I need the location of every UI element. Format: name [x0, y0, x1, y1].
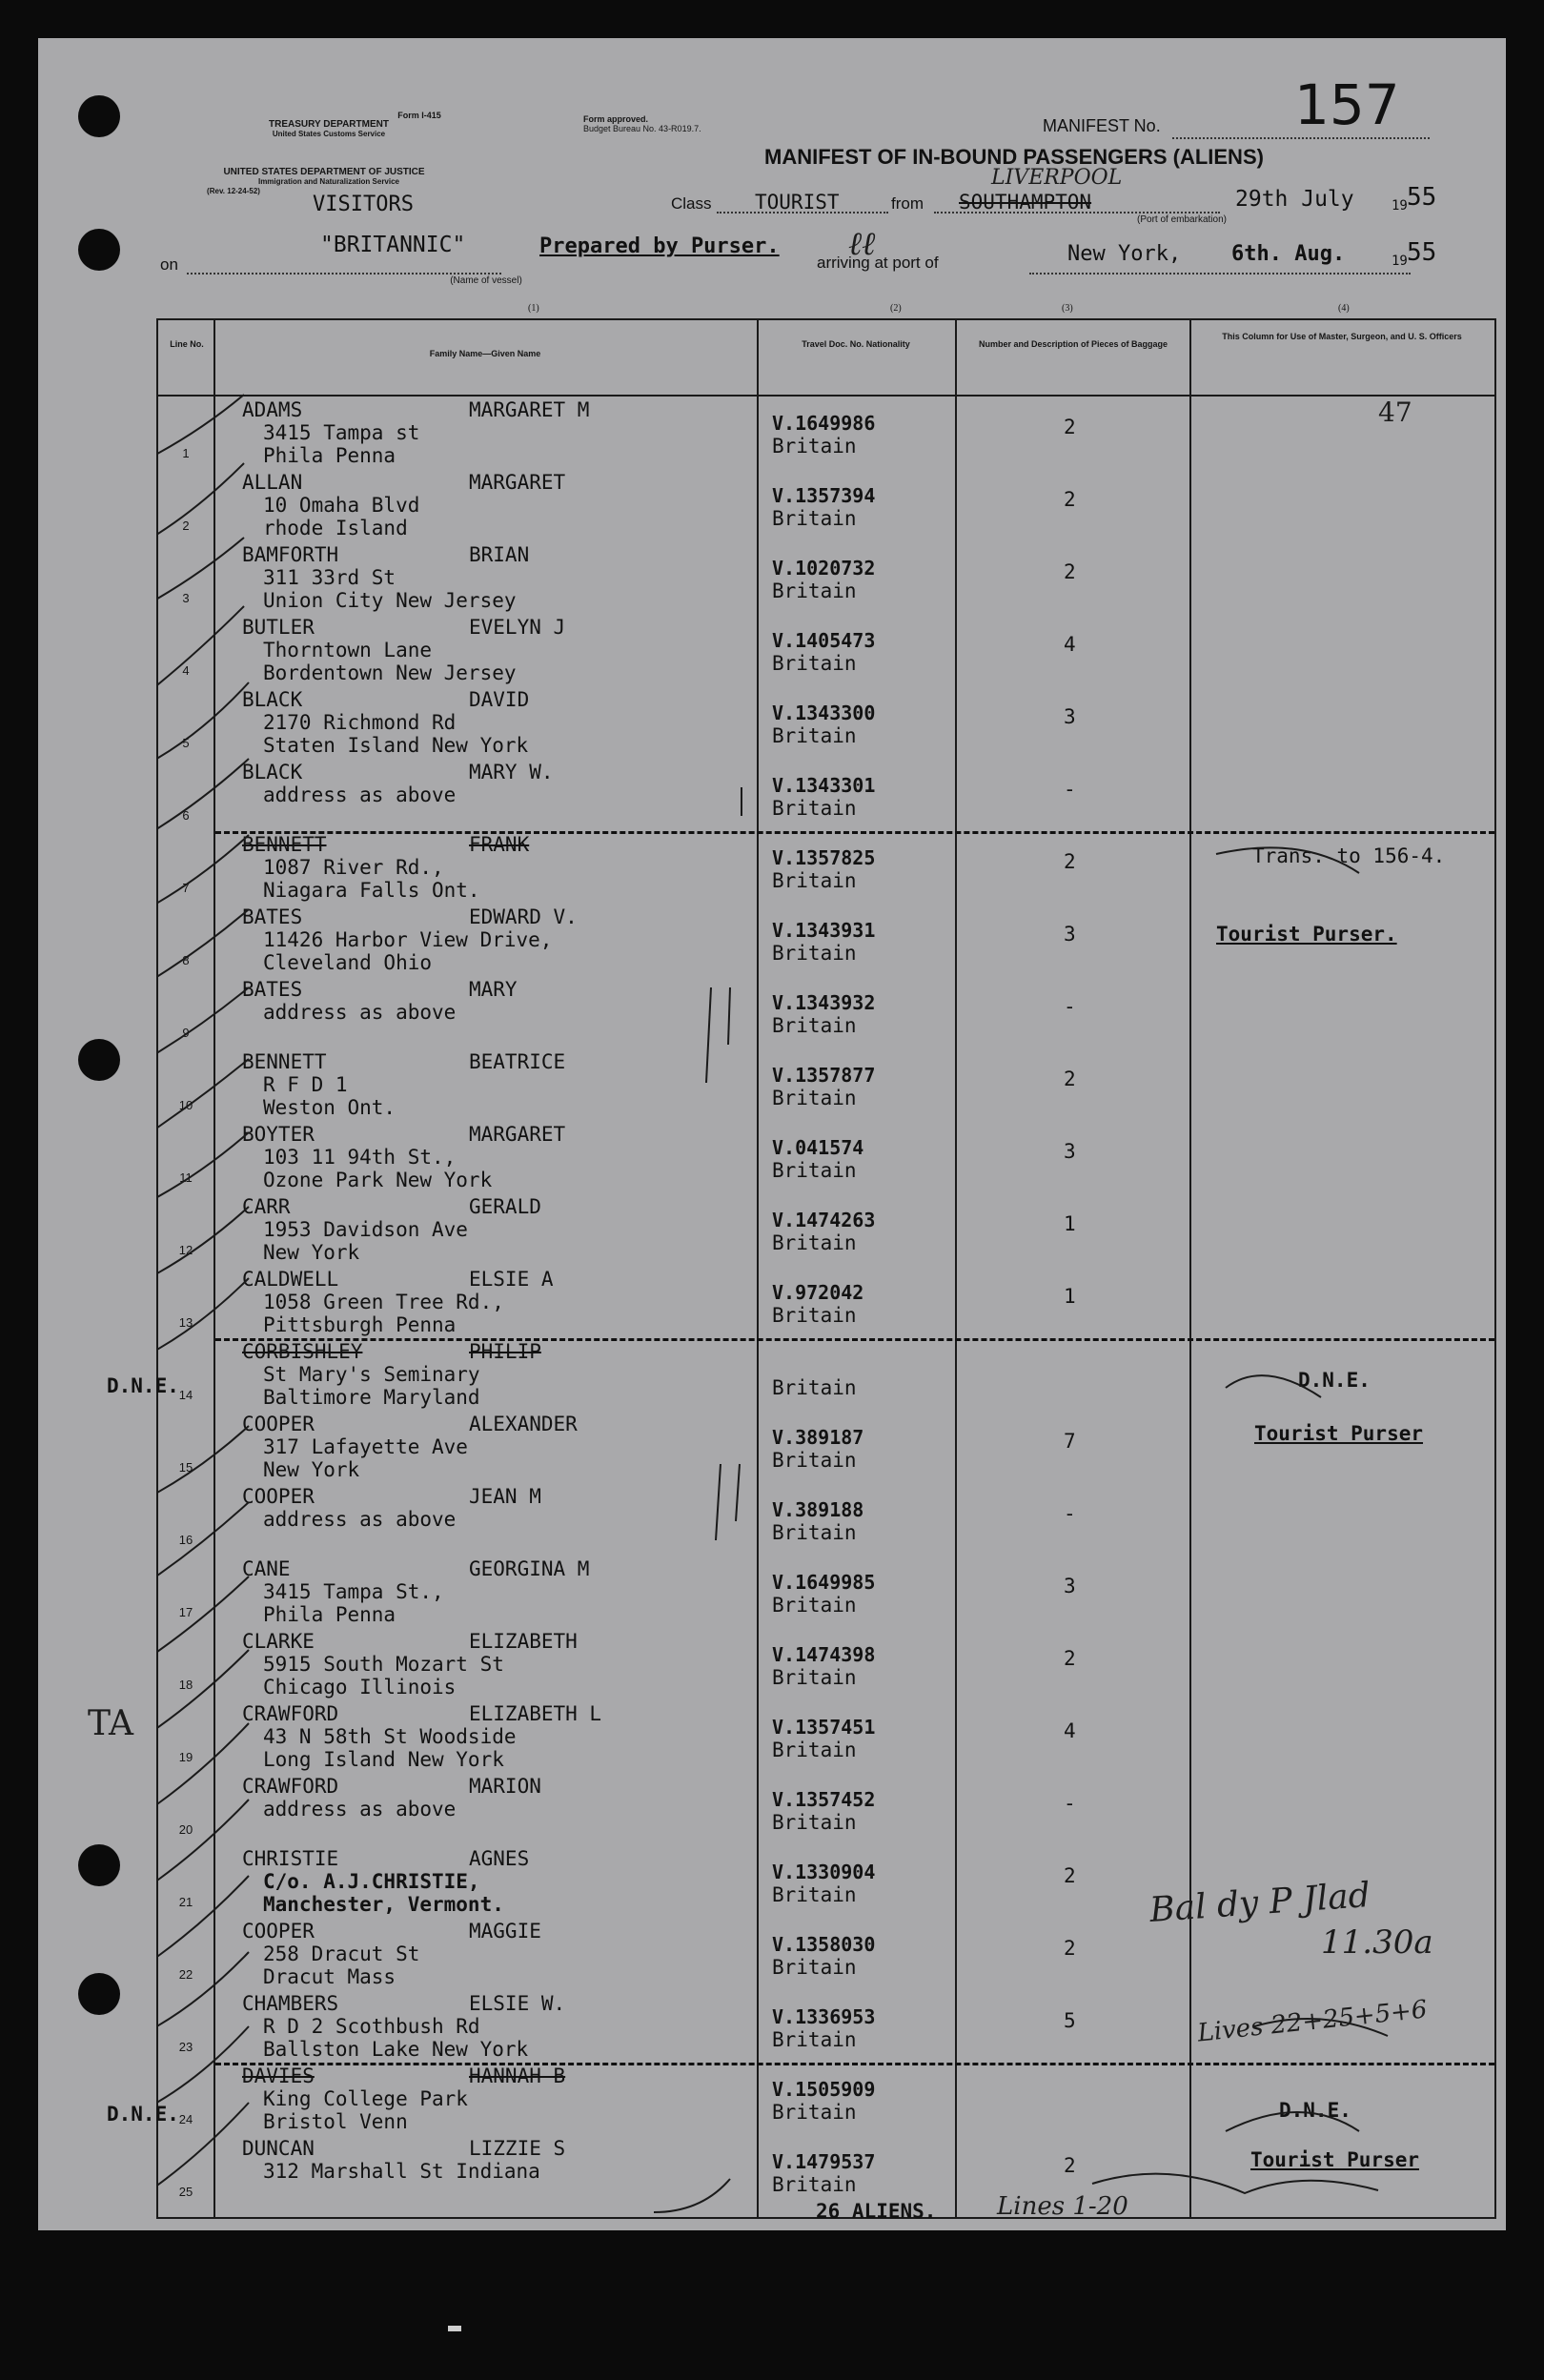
address-line-2: Union City New Jersey	[263, 589, 517, 612]
punch-hole	[78, 1844, 120, 1886]
address-line-1: 1058 Green Tree Rd.,	[263, 1291, 504, 1313]
travel-doc-number: V.389187	[772, 1426, 864, 1449]
line-number: 13	[178, 1315, 193, 1330]
baggage-count: 2	[1064, 560, 1076, 583]
address-line-1: address as above	[263, 1001, 457, 1024]
vessel-line	[187, 273, 501, 275]
col-number-3: (3)	[1062, 303, 1073, 314]
manifest-title: MANIFEST OF IN-BOUND PASSENGERS (ALIENS)	[764, 145, 1264, 169]
travel-doc-number: V.1343932	[772, 991, 876, 1014]
nationality: Britain	[772, 1014, 857, 1037]
baggage-count: 2	[1064, 488, 1076, 511]
baggage-count: 4	[1064, 1719, 1076, 1742]
table-row	[158, 1409, 1494, 1481]
family-name: BATES	[242, 905, 303, 928]
family-name: BOYTER	[242, 1123, 315, 1146]
address-line-2: Chicago Illinois	[263, 1676, 457, 1699]
given-name: ELSIE W.	[469, 1992, 566, 2015]
family-name: ADAMS	[242, 398, 303, 421]
from-label: from	[891, 194, 924, 213]
punch-hole	[78, 95, 120, 137]
col-number-1: (1)	[528, 303, 539, 314]
from-line	[934, 212, 1220, 214]
margin-ta: TA	[88, 1704, 134, 1743]
address-line-1: St Mary's Seminary	[263, 1363, 480, 1386]
address-line-2: Staten Island New York	[263, 734, 529, 757]
table-row	[158, 2061, 1494, 2133]
nationality: Britain	[772, 942, 857, 965]
family-name: BUTLER	[242, 616, 315, 639]
travel-doc-number: V.389188	[772, 1498, 864, 1521]
given-name: AGNES	[469, 1847, 530, 1870]
manifest-number-handwritten: 157	[1294, 72, 1400, 137]
scan-mark	[448, 2326, 461, 2331]
table-row	[158, 1554, 1494, 1626]
table-row	[158, 1119, 1494, 1191]
baggage-count: -	[1064, 1792, 1076, 1815]
nationality: Britain	[772, 2173, 857, 2196]
address-line-1: C/o. A.J.CHRISTIE,	[263, 1870, 480, 1893]
given-name: MARGARET	[469, 1123, 566, 1146]
table-row	[158, 1191, 1494, 1264]
line-number: 7	[182, 881, 190, 895]
baggage-count: 2	[1064, 1647, 1076, 1670]
table-row	[158, 1481, 1494, 1554]
given-name: BRIAN	[469, 543, 530, 566]
address-line-2: New York	[263, 1241, 360, 1264]
baggage-count: 2	[1064, 416, 1076, 438]
baggage-count: 1	[1064, 1285, 1076, 1308]
travel-doc-number: V.1649985	[772, 1571, 876, 1594]
baggage-count: 3	[1064, 1575, 1076, 1597]
address-line-1: 103 11 94th St.,	[263, 1146, 457, 1169]
given-name: MARION	[469, 1775, 541, 1798]
arrival-date: 6th. Aug.	[1231, 242, 1346, 266]
family-name: CLARKE	[242, 1630, 315, 1653]
travel-doc-number: V.1649986	[772, 412, 876, 435]
travel-doc-number: V.1357451	[772, 1716, 876, 1739]
given-name: EVELYN J	[469, 616, 566, 639]
table-row	[158, 1916, 1494, 1988]
handwritten-note-bal: Bal dy P Jlad	[1148, 1875, 1371, 1931]
line-number: 11	[179, 1170, 193, 1185]
family-name: COOPER	[242, 1485, 315, 1508]
punch-hole	[78, 1039, 120, 1081]
line-number: 22	[178, 1967, 193, 1982]
from-port-struck: SOUTHAMPTON	[959, 191, 1092, 214]
col-number-2: (2)	[890, 303, 902, 314]
manifest-no-line	[1172, 137, 1430, 139]
address-line-1: 1087 River Rd.,	[263, 856, 444, 879]
punch-hole	[78, 229, 120, 271]
tourist-purser-2: Tourist Purser	[1254, 1422, 1424, 1445]
line-number: 8	[182, 953, 190, 967]
line-number: 25	[178, 2185, 193, 2199]
punch-hole	[78, 1973, 120, 2015]
table-row	[158, 1336, 1494, 1409]
baggage-count: 3	[1064, 1140, 1076, 1163]
table-row	[158, 539, 1494, 612]
dne-mark-2: D.N.E.	[1279, 2099, 1351, 2122]
table-row	[158, 974, 1494, 1047]
address-line-1: R F D 1	[263, 1073, 348, 1096]
travel-doc-number: V.972042	[772, 1281, 864, 1304]
port-caption: (Port of embarkation)	[1137, 214, 1227, 225]
line-number: 24	[178, 2112, 193, 2126]
nationality: Britain	[772, 797, 857, 820]
address-line-2: Phila Penna	[263, 1603, 396, 1626]
given-name: EDWARD V.	[469, 905, 578, 928]
family-name: CORBISHLEY	[242, 1340, 363, 1363]
tourist-purser-3: Tourist Purser	[1250, 2148, 1420, 2171]
nationality: Britain	[772, 1159, 857, 1182]
family-name: BENNETT	[242, 833, 327, 856]
tourist-purser-1: Tourist Purser.	[1216, 923, 1397, 946]
given-name: ALEXANDER	[469, 1413, 578, 1435]
address-line-1: R D 2 Scothbush Rd	[263, 2015, 480, 2038]
nationality: Britain	[772, 1449, 857, 1472]
address-line-1: 10 Omaha Blvd	[263, 494, 420, 517]
travel-doc-number: V.1474263	[772, 1209, 876, 1231]
given-name: HANNAH B	[469, 2065, 566, 2087]
baggage-count: 1	[1064, 1212, 1076, 1235]
family-name: CALDWELL	[242, 1268, 339, 1291]
address-line-1: 312 Marshall St Indiana	[263, 2160, 540, 2183]
nationality: Britain	[772, 1376, 857, 1399]
address-line-1: 311 33rd St	[263, 566, 396, 589]
address-line-1: 3415 Tampa st	[263, 421, 420, 444]
class-value: TOURIST	[755, 191, 840, 214]
travel-doc-number: V.1357452	[772, 1788, 876, 1811]
baggage-count: 2	[1064, 1068, 1076, 1090]
given-name: GERALD	[469, 1195, 541, 1218]
given-name: DAVID	[469, 688, 530, 711]
address-line-1: 3415 Tampa St.,	[263, 1580, 444, 1603]
dne-mark-1: D.N.E.	[1298, 1369, 1371, 1392]
family-name: DAVIES	[242, 2065, 315, 2087]
given-name: GEORGINA M	[469, 1557, 590, 1580]
address-line-1: address as above	[263, 1798, 457, 1821]
col-number-4: (4)	[1338, 303, 1350, 314]
address-line-2: Long Island New York	[263, 1748, 504, 1771]
nationality: Britain	[772, 1521, 857, 1544]
nationality: Britain	[772, 2028, 857, 2051]
vessel-name: "BRITANNIC"	[320, 233, 466, 257]
from-port-handwritten: LIVERPOOL	[991, 166, 1123, 190]
dept-treasury: TREASURY DEPARTMENT	[269, 119, 389, 130]
given-name: LIZZIE S	[469, 2137, 566, 2160]
dne-separator	[215, 2063, 1494, 2065]
given-name: BEATRICE	[469, 1050, 566, 1073]
family-name: BLACK	[242, 761, 303, 783]
travel-doc-number: V.1358030	[772, 1933, 876, 1956]
family-name: DUNCAN	[242, 2137, 315, 2160]
line-number: 14	[178, 1388, 193, 1402]
travel-doc-number: V.1020732	[772, 557, 876, 580]
address-line-2: Manchester, Vermont.	[263, 1893, 504, 1916]
address-line-2: Ballston Lake New York	[263, 2038, 529, 2061]
nationality: Britain	[772, 2101, 857, 2124]
baggage-count: 2	[1064, 1937, 1076, 1960]
given-name: JEAN M	[469, 1485, 541, 1508]
baggage-count: -	[1064, 1502, 1076, 1525]
arriving-label: arriving at port of	[817, 254, 939, 272]
line-number: 16	[178, 1533, 193, 1547]
nationality: Britain	[772, 1811, 857, 1834]
family-name: BLACK	[242, 688, 303, 711]
address-line-1: 2170 Richmond Rd	[263, 711, 457, 734]
line-number: 21	[178, 1895, 193, 1909]
given-name: MARY	[469, 978, 518, 1001]
travel-doc-number: V.1343301	[772, 774, 876, 797]
address-line-1: 5915 South Mozart St	[263, 1653, 504, 1676]
baggage-count: 7	[1064, 1430, 1076, 1453]
dne-row14-left: D.N.E.	[107, 1374, 179, 1397]
travel-doc-number: V.1336953	[772, 2005, 876, 2028]
dne-separator	[215, 831, 1494, 834]
family-name: BENNETT	[242, 1050, 327, 1073]
handwritten-time: 11.30a	[1321, 1923, 1433, 1962]
line-number: 10	[178, 1098, 193, 1112]
table-row	[158, 395, 1494, 467]
table-row	[158, 757, 1494, 829]
family-name: BAMFORTH	[242, 543, 339, 566]
vessel-caption: (Name of vessel)	[450, 275, 522, 286]
table-row	[158, 1771, 1494, 1843]
address-line-2: Bordentown New Jersey	[263, 661, 517, 684]
line-number: 2	[182, 519, 190, 533]
table-row	[158, 612, 1494, 684]
address-line-1: 258 Dracut St	[263, 1943, 420, 1965]
address-line-2: Cleveland Ohio	[263, 951, 433, 974]
given-name: ELIZABETH L	[469, 1702, 602, 1725]
address-line-2: Niagara Falls Ont.	[263, 879, 480, 902]
dept-justice: UNITED STATES DEPARTMENT OF JUSTICE	[223, 167, 425, 177]
line-number: 18	[178, 1678, 193, 1692]
arrival-line	[1029, 273, 1411, 275]
family-name: CHRISTIE	[242, 1847, 339, 1870]
address-line-2: Baltimore Maryland	[263, 1386, 480, 1409]
baggage-count: 3	[1064, 923, 1076, 946]
line-number: 23	[178, 2040, 193, 2054]
line-number: 12	[178, 1243, 193, 1257]
address-line-1: 11426 Harbor View Drive,	[263, 928, 553, 951]
nationality: Britain	[772, 1231, 857, 1254]
address-line-2: New York	[263, 1458, 360, 1481]
address-line-1: 317 Lafayette Ave	[263, 1435, 468, 1458]
address-line-1: King College Park	[263, 2087, 468, 2110]
baggage-count: 4	[1064, 633, 1076, 656]
footer-handwritten: Lines 1-20	[997, 2192, 1128, 2221]
address-line-2: Pittsburgh Penna	[263, 1313, 457, 1336]
manifest-page	[38, 38, 1506, 2230]
table-row	[158, 1626, 1494, 1699]
given-name: FRANK	[469, 833, 530, 856]
nationality: Britain	[772, 1739, 857, 1761]
baggage-count: 2	[1064, 1864, 1076, 1887]
nationality: Britain	[772, 1883, 857, 1906]
arrival-year: 55	[1407, 238, 1437, 267]
passenger-table	[88, 303, 1496, 2223]
class-label: Class	[671, 194, 712, 213]
travel-doc-number: V.1405473	[772, 629, 876, 652]
given-name: PHILIP	[469, 1340, 541, 1363]
address-line-1: Thorntown Lane	[263, 639, 433, 661]
line-number: 3	[182, 591, 190, 605]
arrival-port: New York,	[1067, 242, 1182, 266]
ins-service: Immigration and Naturalization Service	[257, 177, 400, 186]
baggage-count: 2	[1064, 2154, 1076, 2177]
family-name: CRAWFORD	[242, 1702, 339, 1725]
baggage-count: -	[1064, 778, 1076, 801]
dne-separator	[215, 1338, 1494, 1341]
form-number: Form I-415	[397, 111, 441, 120]
line-number: 20	[178, 1822, 193, 1837]
handwritten-line-sum: Lives 22+25+5+6	[1196, 1995, 1429, 2048]
travel-doc-number: V.1357877	[772, 1064, 876, 1087]
travel-doc-number: V.1357825	[772, 846, 876, 869]
travel-doc-number: V.1357394	[772, 484, 876, 507]
line-number: 5	[182, 736, 190, 750]
line-number: 17	[178, 1605, 193, 1619]
family-name: CANE	[242, 1557, 291, 1580]
nationality: Britain	[772, 1956, 857, 1979]
baggage-count: 2	[1064, 850, 1076, 873]
family-name: ALLAN	[242, 471, 303, 494]
address-line-2: rhode Island	[263, 517, 408, 539]
budget-bureau: Budget Bureau No. 43-R019.7.	[583, 124, 701, 133]
arrival-year-prefix: 19	[1392, 254, 1408, 269]
nationality: Britain	[772, 1594, 857, 1617]
family-name: BATES	[242, 978, 303, 1001]
form-revision: (Rev. 12-24-52)	[207, 187, 260, 195]
prepared-by: Prepared by Purser.	[539, 234, 780, 258]
table-row	[158, 1047, 1494, 1119]
line-number: 4	[182, 663, 190, 678]
address-line-1: address as above	[263, 1508, 457, 1531]
table-row	[158, 467, 1494, 539]
given-name: ELSIE A	[469, 1268, 554, 1291]
address-line-2: Bristol Venn	[263, 2110, 408, 2133]
from-date: 29th July	[1235, 187, 1354, 212]
address-line-1: 43 N 58th St Woodside	[263, 1725, 517, 1748]
year-prefix: 19	[1392, 198, 1408, 214]
header-baggage: Number and Description of Pieces of Baggage	[978, 339, 1168, 349]
dne-row24-left: D.N.E.	[107, 2103, 179, 2126]
family-name: COOPER	[242, 1413, 315, 1435]
nationality: Britain	[772, 1087, 857, 1109]
header-name: Family Name—Given Name	[429, 349, 541, 358]
family-name: CHAMBERS	[242, 1992, 339, 2015]
nationality: Britain	[772, 869, 857, 892]
travel-doc-number: V.1474398	[772, 1643, 876, 1666]
given-name: MARGARET	[469, 471, 566, 494]
baggage-count: 5	[1064, 2009, 1076, 2032]
header-doc: Travel Doc. No. Nationality	[802, 339, 910, 349]
travel-doc-number: V.1505909	[772, 2078, 876, 2101]
count-note: 47	[1378, 397, 1412, 428]
table-row	[158, 1264, 1494, 1336]
address-line-2: Phila Penna	[263, 444, 396, 467]
family-name: COOPER	[242, 1920, 315, 1943]
line-number: 1	[182, 446, 190, 460]
family-name: CRAWFORD	[242, 1775, 339, 1798]
nationality: Britain	[772, 1304, 857, 1327]
given-name: ELIZABETH	[469, 1630, 578, 1653]
address-line-1: 1953 Davidson Ave	[263, 1218, 468, 1241]
year: 55	[1407, 183, 1437, 212]
travel-doc-number: V.1343300	[772, 702, 876, 724]
manifest-no-label: MANIFEST No.	[1043, 116, 1161, 135]
address-line-1: address as above	[263, 783, 457, 806]
purser-signature: ℓℓ	[848, 225, 876, 263]
given-name: MAGGIE	[469, 1920, 541, 1943]
nationality: Britain	[772, 580, 857, 602]
address-line-2: Dracut Mass	[263, 1965, 396, 1988]
nationality: Britain	[772, 435, 857, 458]
visitors-label: VISITORS	[313, 193, 414, 216]
form-approved: Form approved.	[583, 114, 649, 124]
nationality: Britain	[772, 507, 857, 530]
nationality: Britain	[772, 652, 857, 675]
line-number: 19	[178, 1750, 193, 1764]
baggage-count: -	[1064, 995, 1076, 1018]
address-line-2: Ozone Park New York	[263, 1169, 493, 1191]
table-header	[158, 320, 1494, 397]
family-name: CARR	[242, 1195, 291, 1218]
address-line-2: Weston Ont.	[263, 1096, 396, 1119]
on-label: on	[160, 255, 178, 274]
nationality: Britain	[772, 724, 857, 747]
line-number: 9	[182, 1026, 190, 1040]
customs-service: United States Customs Service	[272, 130, 386, 138]
travel-doc-number: V.1479537	[772, 2150, 876, 2173]
given-name: MARGARET M	[469, 398, 590, 421]
travel-doc-number: V.041574	[772, 1136, 864, 1159]
given-name: MARY W.	[469, 761, 554, 783]
travel-doc-number: V.1330904	[772, 1861, 876, 1883]
travel-doc-number: V.1343931	[772, 919, 876, 942]
header-officer: This Column for Use of Master, Surgeon, and U. S. Officers	[1222, 332, 1462, 341]
nationality: Britain	[772, 1666, 857, 1689]
transfer-note: Trans. to 156-4.	[1252, 844, 1446, 867]
footer-typed: 26 ALIENS.	[816, 2200, 937, 2223]
header-line-no: Line No.	[170, 339, 204, 349]
table-row	[158, 684, 1494, 757]
line-number: 6	[182, 808, 190, 823]
baggage-count: 3	[1064, 705, 1076, 728]
line-number: 15	[178, 1460, 193, 1475]
table-row	[158, 1699, 1494, 1771]
